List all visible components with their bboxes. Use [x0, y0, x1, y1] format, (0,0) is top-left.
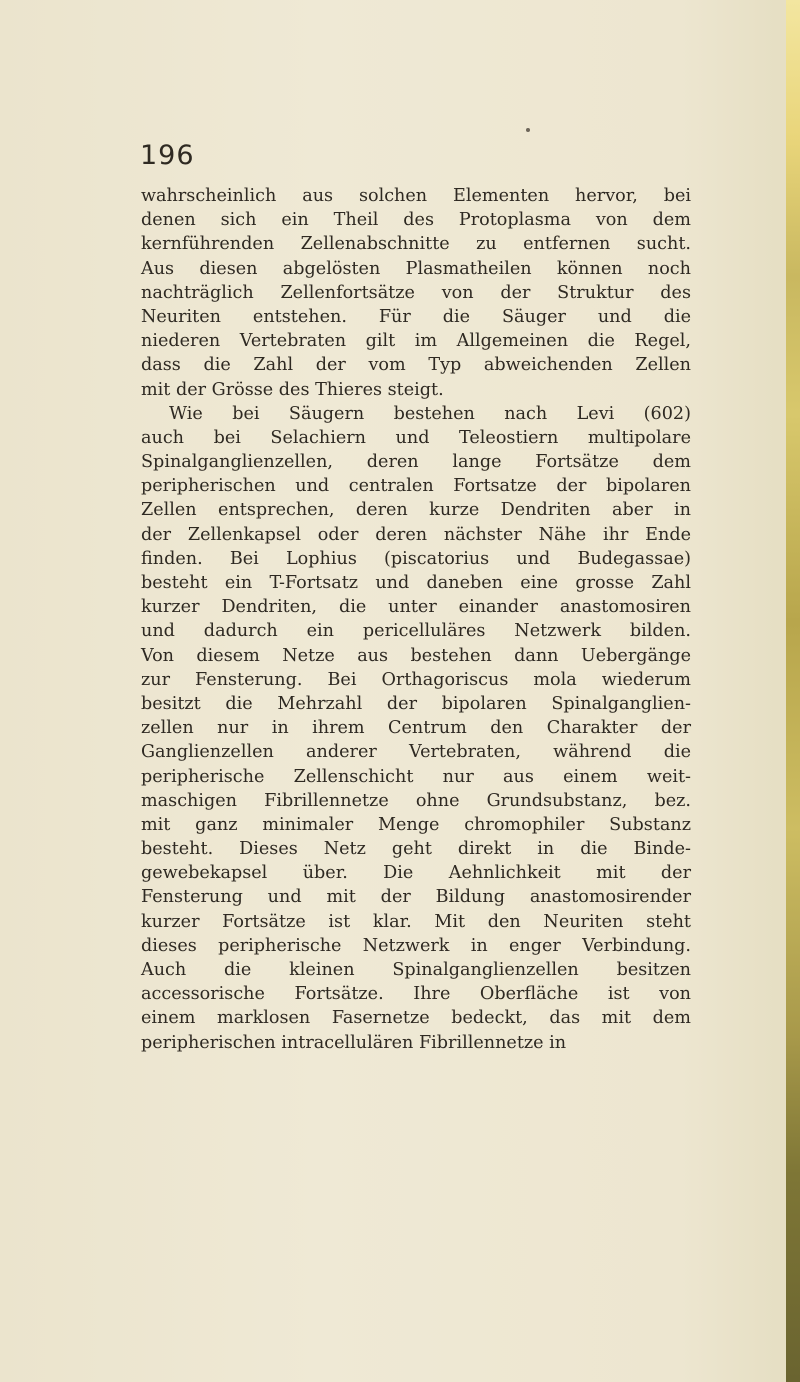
text-line: der Zellenkapsel oder deren nächster Nähe ihr Ende: [141, 524, 691, 545]
text-line: peripherischen und centralen Fortsatze der bipolaren: [141, 476, 691, 497]
text-line: kernführenden Zellenabschnitte zu entfernen sucht.: [141, 234, 691, 255]
page-edge-binding: [786, 0, 800, 1382]
text-line: Spinalganglienzellen, deren lange Fortsätze dem: [141, 452, 691, 473]
text-line: peripherischen intracellulären Fibrillennetze in: [141, 1032, 567, 1053]
text-line: accessorische Fortsätze. Ihre Oberfläche ist von: [141, 984, 691, 1005]
text-line: mit der Grösse des Thieres steigt.: [141, 379, 444, 400]
text-line: Von diesem Netze aus bestehen dann Uebergänge: [141, 645, 691, 666]
text-line: dieses peripherische Netzwerk in enger Verbindung.: [141, 935, 691, 956]
text-line: besteht ein T-Fortsatz und daneben eine grosse Zahl: [141, 573, 691, 593]
text-line: einem marklosen Fasernetze bedeckt, das mit dem: [141, 1008, 691, 1029]
text-line: besitzt die Mehrzahl der bipolaren Spinalganglien-: [141, 693, 691, 714]
text-line: Fensterung und mit der Bildung anastomosirender: [141, 887, 691, 908]
text-line: dass die Zahl der vom Typ abweichenden Zellen: [141, 355, 691, 376]
text-line: kurzer Fortsätze ist klar. Mit den Neuriten steht: [141, 911, 691, 932]
text-line: maschigen Fibrillennetze ohne Grundsubstanz, bez.: [141, 790, 691, 811]
text-line: finden. Bei Lophius (piscatorius und Budegassae): [141, 548, 691, 569]
text-line: Ganglienzellen anderer Vertebraten, während die: [141, 742, 691, 763]
text-line: Neuriten entstehen. Für die Säuger und die: [141, 306, 691, 327]
text-line: auch bei Selachiern und Teleostiern multipolare: [141, 427, 691, 448]
text-line: zur Fensterung. Bei Orthagoriscus mola wiederum: [141, 669, 691, 690]
text-line: und dadurch ein pericelluläres Netzwerk bilden.: [141, 621, 691, 642]
text-line: zellen nur in ihrem Centrum den Charakter der: [141, 718, 691, 739]
text-line: Aus diesen abgelösten Plasmatheilen können noch: [141, 258, 691, 279]
text-line: mit ganz minimaler Menge chromophiler Substanz: [141, 814, 691, 835]
text-line: besteht. Dieses Netz geht direkt in die Binde-: [141, 839, 691, 860]
text-line: Zellen entsprechen, deren kurze Dendriten aber in: [141, 500, 691, 521]
text-line: kurzer Dendriten, die unter einander anastomosiren: [141, 597, 691, 618]
text-line: niederen Vertebraten gilt im Allgemeinen die Regel,: [141, 331, 691, 352]
text-line: peripherische Zellenschicht nur aus einem weit-: [141, 766, 691, 787]
page-number: 196: [140, 140, 195, 171]
text-line: Wie bei Säugern bestehen nach Levi (602): [169, 403, 691, 424]
paper-speck: [526, 128, 530, 132]
text-line: nachträglich Zellenfortsätze von der Struktur des: [141, 282, 691, 303]
text-line: Auch die kleinen Spinalganglienzellen besitzen: [141, 960, 691, 980]
text-line: denen sich ein Theil des Protoplasma von dem: [141, 210, 691, 231]
text-line: gewebekapsel über. Die Aehnlichkeit mit der: [141, 863, 691, 884]
body-text: [141, 184, 691, 1055]
text-line: wahrscheinlich aus solchen Elementen hervor, bei: [141, 186, 691, 206]
